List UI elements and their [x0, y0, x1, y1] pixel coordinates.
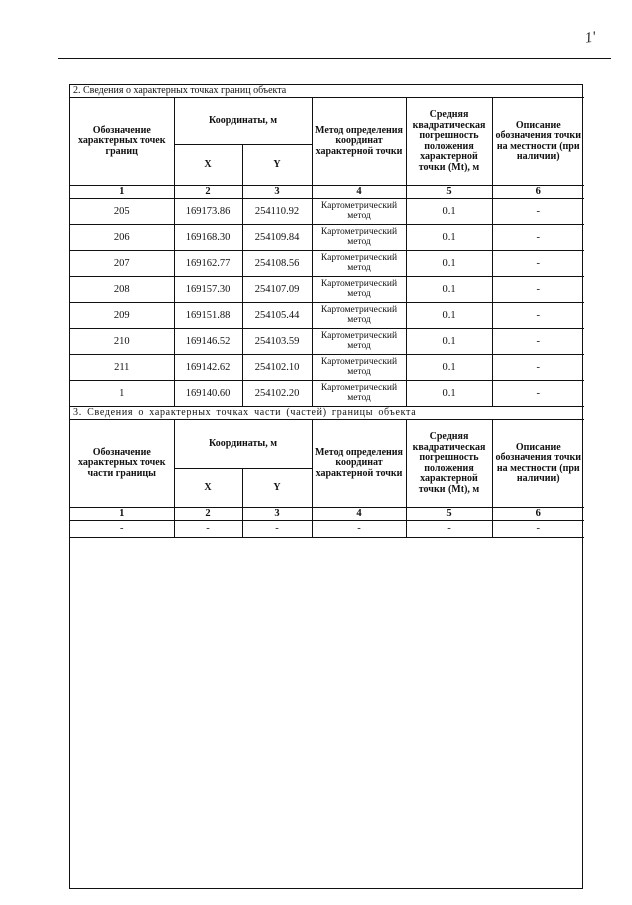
- cell-desc: -: [492, 521, 584, 538]
- cell-point: 208: [70, 277, 174, 303]
- page-number: 1': [583, 29, 597, 47]
- cell-mt: -: [406, 521, 492, 538]
- cell-method: Картометрический метод: [312, 251, 406, 277]
- cell-x: 169173.86: [174, 199, 242, 225]
- cell-y: 254105.44: [242, 303, 312, 329]
- cell-desc: -: [492, 381, 584, 407]
- cell-desc: -: [492, 251, 584, 277]
- cell-point: -: [70, 521, 174, 538]
- cell-method: Картометрический метод: [312, 277, 406, 303]
- cell-desc: -: [492, 303, 584, 329]
- cell-method: -: [312, 521, 406, 538]
- col-number: 3: [242, 508, 312, 521]
- cell-desc: -: [492, 355, 584, 381]
- cell-mt: 0.1: [406, 199, 492, 225]
- header-coordinates: Координаты, м: [174, 98, 312, 145]
- cell-y: 254110.92: [242, 199, 312, 225]
- cell-y: 254103.59: [242, 329, 312, 355]
- col-number: 3: [242, 186, 312, 199]
- cell-x: 169146.52: [174, 329, 242, 355]
- table-row: [70, 381, 584, 407]
- cell-mt: 0.1: [406, 355, 492, 381]
- cell-y: -: [242, 521, 312, 538]
- top-rule: [58, 58, 611, 59]
- cell-mt: 0.1: [406, 303, 492, 329]
- header-error: Средняя квадратическая погрешность положения характерной точки (Mt), м: [406, 98, 492, 186]
- section3-table: [70, 407, 584, 538]
- header-y: Y: [242, 469, 312, 508]
- header-method: Метод определения координат характерной точки: [312, 98, 406, 186]
- header-designation: Обозначение характерных точек границ: [70, 98, 174, 186]
- cell-point: 209: [70, 303, 174, 329]
- cell-x: 169162.77: [174, 251, 242, 277]
- cell-point: 211: [70, 355, 174, 381]
- cell-mt: 0.1: [406, 225, 492, 251]
- table-row: [70, 303, 584, 329]
- header-x: X: [174, 145, 242, 186]
- col-number: 4: [312, 186, 406, 199]
- cell-y: 254107.09: [242, 277, 312, 303]
- cell-method: Картометрический метод: [312, 355, 406, 381]
- header-description: Описание обозначения точки на местности (при наличии): [492, 420, 584, 508]
- header-error: Средняя квадратическая погрешность положения характерной точки (Mt), м: [406, 420, 492, 508]
- cell-y: 254109.84: [242, 225, 312, 251]
- col-number: 2: [174, 508, 242, 521]
- cell-method: Картометрический метод: [312, 225, 406, 251]
- header-designation: Обозначение характерных точек части границы: [70, 420, 174, 508]
- section2-title: 2. Сведения о характерных точках границ объекта: [70, 85, 584, 98]
- cell-x: 169168.30: [174, 225, 242, 251]
- cell-y: 254108.56: [242, 251, 312, 277]
- table-row: [70, 355, 584, 381]
- table-row: [70, 225, 584, 251]
- section3-title: 3. Сведения о характерных точках части (частей) границы объекта: [70, 407, 584, 420]
- table-row: [70, 521, 584, 538]
- cell-x: 169140.60: [174, 381, 242, 407]
- header-y: Y: [242, 145, 312, 186]
- cell-desc: -: [492, 329, 584, 355]
- cell-y: 254102.20: [242, 381, 312, 407]
- cell-mt: 0.1: [406, 381, 492, 407]
- cell-method: Картометрический метод: [312, 329, 406, 355]
- section2-table: [70, 85, 584, 407]
- cell-x: -: [174, 521, 242, 538]
- cell-mt: 0.1: [406, 277, 492, 303]
- cell-point: 207: [70, 251, 174, 277]
- col-number: 5: [406, 508, 492, 521]
- cell-x: 169151.88: [174, 303, 242, 329]
- col-number: 4: [312, 508, 406, 521]
- cell-method: Картометрический метод: [312, 303, 406, 329]
- header-method: Метод определения координат характерной точки: [312, 420, 406, 508]
- cell-mt: 0.1: [406, 251, 492, 277]
- cell-y: 254102.10: [242, 355, 312, 381]
- table-row: [70, 277, 584, 303]
- table-row: [70, 329, 584, 355]
- col-number: 6: [492, 508, 584, 521]
- cell-point: 210: [70, 329, 174, 355]
- header-coordinates: Координаты, м: [174, 420, 312, 469]
- header-description: Описание обозначения точки на местности (при наличии): [492, 98, 584, 186]
- col-number: 2: [174, 186, 242, 199]
- cell-method: Картометрический метод: [312, 381, 406, 407]
- col-number: 6: [492, 186, 584, 199]
- cell-point: 1: [70, 381, 174, 407]
- cell-x: 169142.62: [174, 355, 242, 381]
- col-number: 5: [406, 186, 492, 199]
- cell-desc: -: [492, 199, 584, 225]
- cell-method: Картометрический метод: [312, 199, 406, 225]
- table-row: [70, 251, 584, 277]
- table-row: [70, 199, 584, 225]
- col-number: 1: [70, 508, 174, 521]
- cell-point: 205: [70, 199, 174, 225]
- document-frame: [69, 84, 583, 889]
- col-number: 1: [70, 186, 174, 199]
- cell-x: 169157.30: [174, 277, 242, 303]
- cell-mt: 0.1: [406, 329, 492, 355]
- cell-desc: -: [492, 225, 584, 251]
- cell-point: 206: [70, 225, 174, 251]
- header-x: X: [174, 469, 242, 508]
- cell-desc: -: [492, 277, 584, 303]
